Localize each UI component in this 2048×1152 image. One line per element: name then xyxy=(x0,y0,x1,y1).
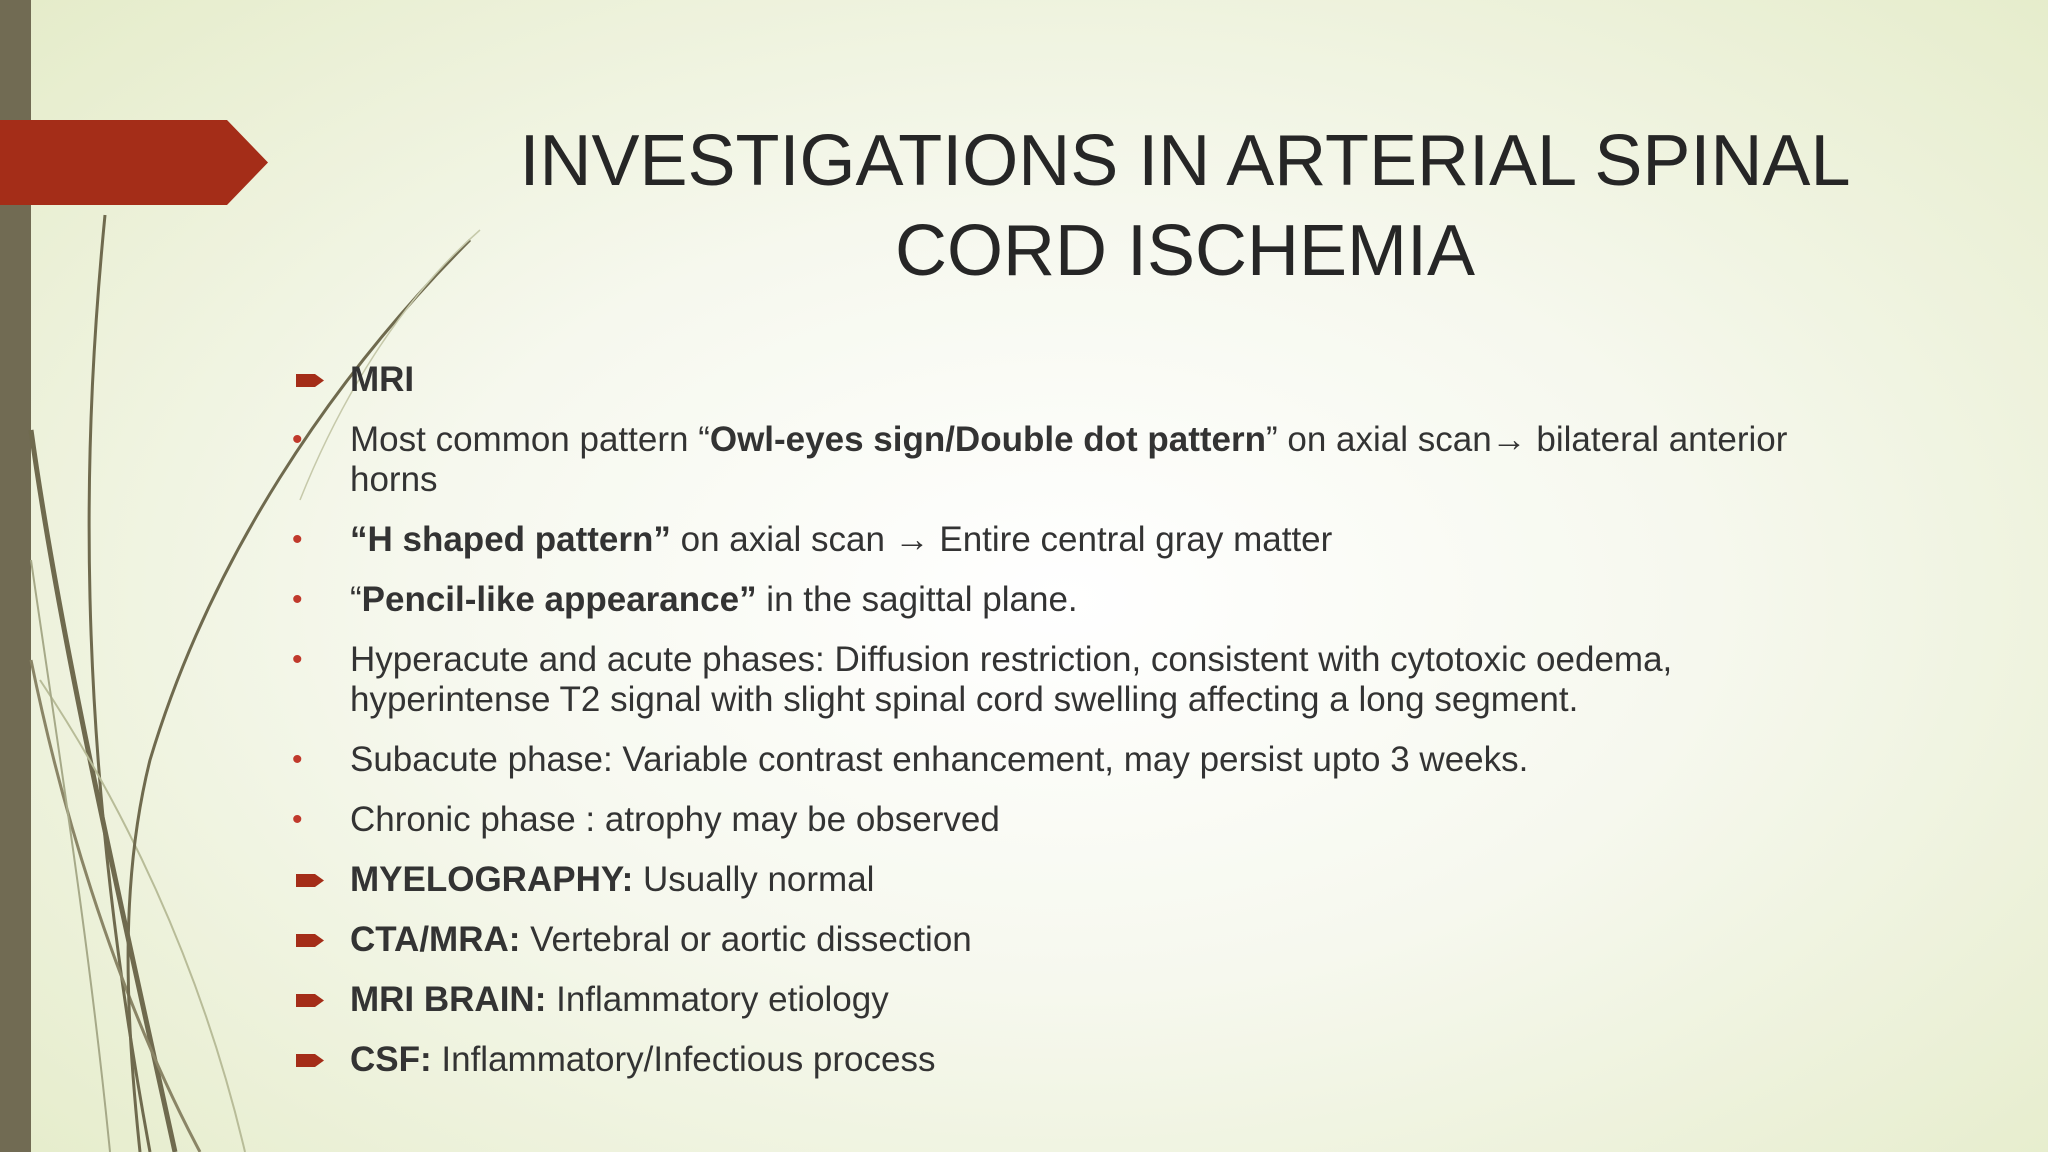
dot-bullet-icon: • xyxy=(292,583,303,616)
list-item xyxy=(290,360,1870,400)
list-item xyxy=(290,740,1870,780)
item-bold-text: MRI xyxy=(350,360,415,399)
item-text: Usually normal xyxy=(633,860,875,899)
item-text: “ xyxy=(350,580,362,619)
arrow-bullet-icon xyxy=(296,374,324,387)
list-item xyxy=(290,1040,1870,1080)
title-accent-arrow xyxy=(0,120,268,205)
item-text: on axial scan → Entire central gray matter xyxy=(670,520,1333,559)
list-item xyxy=(290,980,1870,1020)
item-bold-text: CSF: xyxy=(350,1040,432,1079)
list-item xyxy=(290,640,1870,720)
list-item xyxy=(290,800,1870,840)
item-text: ” on axial scan→ bilateral anterior horns xyxy=(350,420,1788,499)
item-text: Most common pattern “ xyxy=(350,420,710,459)
slide-title-line-2: CORD ISCHEMIA xyxy=(894,211,1476,291)
dot-bullet-icon: • xyxy=(292,423,303,456)
list-item xyxy=(290,520,1870,560)
item-bold-text: “H shaped pattern” xyxy=(350,520,671,559)
item-text: Vertebral or aortic dissection xyxy=(520,920,972,959)
item-text: Subacute phase: Variable contrast enhancement, may persist upto 3 weeks. xyxy=(350,740,1529,779)
item-text: Inflammatory etiology xyxy=(546,980,889,1019)
list-item xyxy=(290,860,1870,900)
item-text: Hyperacute and acute phases: Diffusion restriction, consistent with cytotoxic oedema, hyperintense T2 signal with slight spinal cord swelling affecting a long segment. xyxy=(350,640,1673,719)
arrow-bullet-icon xyxy=(296,1054,324,1067)
dot-bullet-icon: • xyxy=(292,643,303,676)
item-text: Chronic phase : atrophy may be observed xyxy=(350,800,1000,839)
dot-bullet-icon: • xyxy=(292,803,303,836)
item-bold-text: Pencil-like appearance” xyxy=(361,580,757,619)
item-bold-text: CTA/MRA: xyxy=(350,920,521,959)
slide-title xyxy=(480,116,1890,296)
item-text: in the sagittal plane. xyxy=(756,580,1078,619)
dot-bullet-icon: • xyxy=(292,743,303,776)
list-item xyxy=(290,920,1870,960)
arrow-bullet-icon xyxy=(296,994,324,1007)
bullet-list xyxy=(290,360,1870,1080)
item-text: Inflammatory/Infectious process xyxy=(431,1040,936,1079)
item-bold-text: MYELOGRAPHY: xyxy=(350,860,634,899)
item-bold-text: MRI BRAIN: xyxy=(350,980,547,1019)
arrow-bullet-icon xyxy=(296,874,324,887)
item-bold-text: Owl-eyes sign/Double dot pattern xyxy=(709,420,1267,459)
list-item xyxy=(290,420,1870,500)
list-item xyxy=(290,580,1870,620)
arrow-bullet-icon xyxy=(296,934,324,947)
slide-title-line-1: INVESTIGATIONS IN ARTERIAL SPINAL xyxy=(519,121,1851,201)
dot-bullet-icon: • xyxy=(292,523,303,556)
